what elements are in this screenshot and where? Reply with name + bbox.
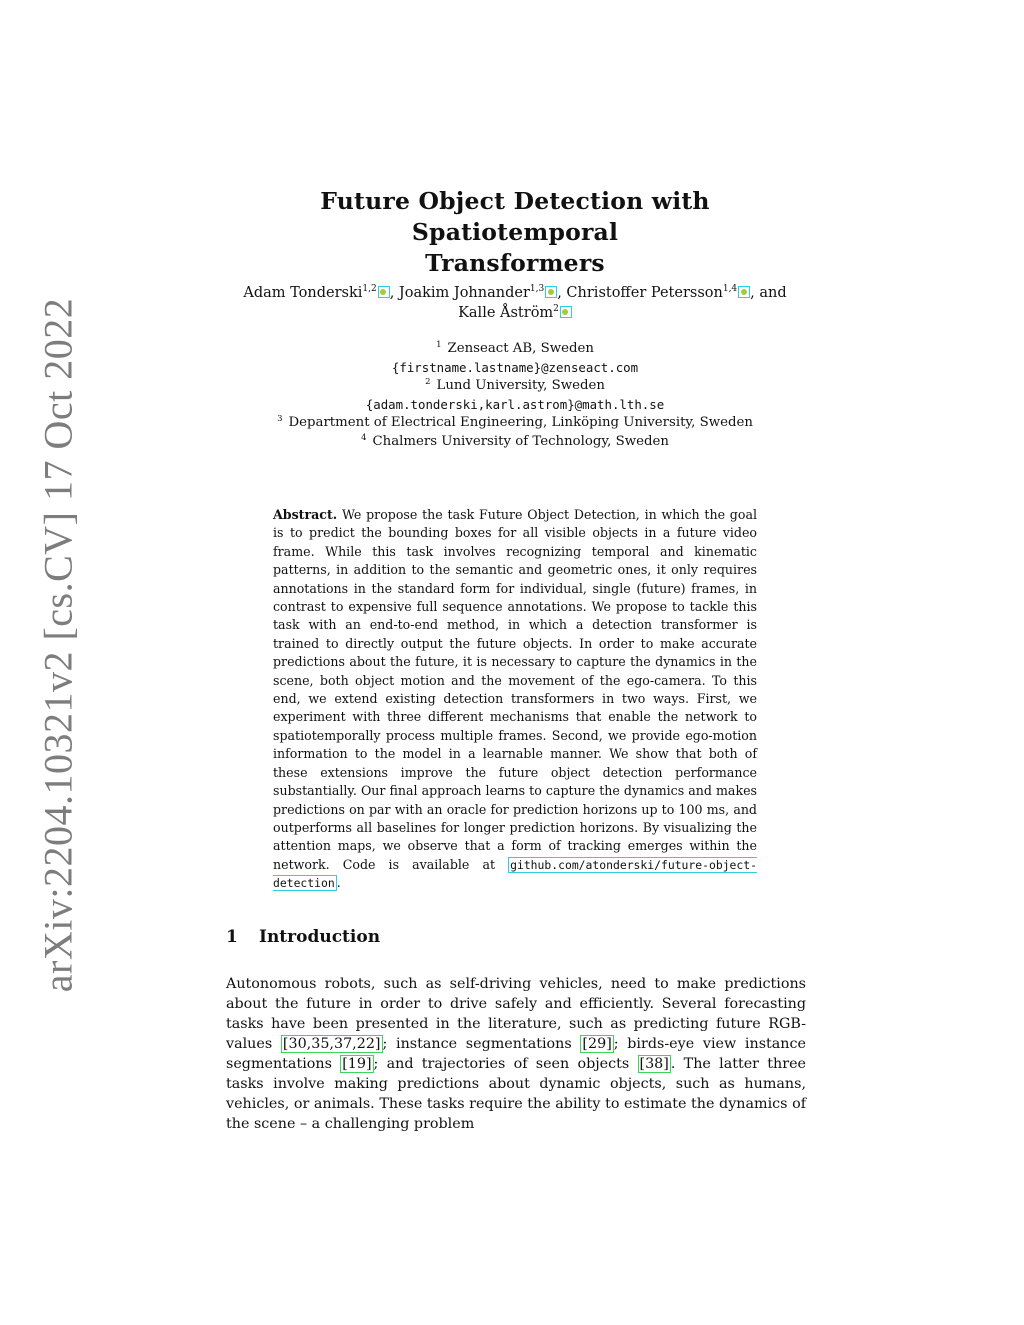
affiliation-name: Chalmers University of Technology, Sweden — [372, 433, 669, 449]
abstract-text: We propose the task Future Object Detection, in which the goal is to predict the bounding boxes for all visible objects in a future video frame. While this task involves recognizing temporal and kinematic patterns, in addition to the semantic and geometric ones, it only requires annotations in the standard form for individual, single (future) frames, in contrast to expensive full sequence annotations. We propose to tackle this task with an end-to-end method, in which a detection transformer is trained to directly output the future objects. In order to make accurate predictions about the future, it is necessary to capture the dynamics in the scene, both object motion and the movement of the ego-camera. To this end, we extend existing detection transformers in two ways. First, we experiment with three different mechanisms that enable the network to spatiotemporally process multiple frames. Second, we provide ego-motion information to the model in a learnable manner. We show that both of these extensions improve the future object detection performance substantially. Our final approach learns to capture the dynamics and makes predictions on par with an oracle for prediction horizons up to 100 ms, and outperforms all baselines for longer prediction horizons. By visualizing the attention maps, we observe that a form of tracking emerges within the network. Code is available at — [273, 507, 757, 872]
author-line-1 — [220, 283, 810, 303]
author-list — [220, 283, 810, 323]
intro-text: ; instance segmentations — [382, 1036, 581, 1052]
title-line-1: Future Object Detection with Spatiotemporal — [320, 187, 710, 246]
arxiv-identifier-stamp: arXiv:2204.10321v2 [cs.CV] 17 Oct 2022 — [35, 297, 81, 993]
affiliation-2 — [220, 377, 810, 396]
orcid-icon[interactable] — [738, 286, 750, 298]
affiliation-email-1: {firstname.lastname}@zenseact.com — [391, 359, 639, 375]
citation-link[interactable]: 22 — [356, 1036, 375, 1052]
orcid-icon[interactable] — [545, 286, 557, 298]
affiliation-name: Lund University, Sweden — [436, 378, 605, 393]
author-name: , Joakim Johnander — [389, 285, 530, 301]
intro-text: Autonomous robots, such as self-driving vehicles, need to make predictions about the future in order to drive safely and efficiently. Several forecasting tasks have been presented in the literature, such as predicting future RGB-values — [226, 976, 806, 1052]
intro-paragraph — [226, 974, 806, 1134]
affiliation-number: 1 — [436, 340, 442, 350]
citation-link[interactable]: 35 — [311, 1036, 330, 1052]
citation-link[interactable]: 30 — [288, 1036, 307, 1052]
paper-title — [220, 186, 810, 279]
affiliation-name: Zenseact AB, Sweden — [447, 341, 594, 356]
author-line-2 — [220, 303, 810, 323]
affiliation-email-2: {adam.tonderski,karl.astrom}@math.lth.se — [365, 396, 665, 412]
orcid-icon[interactable] — [560, 306, 572, 318]
author-affil-sup: 1,2 — [362, 284, 377, 294]
affiliation-number: 3 — [277, 414, 283, 424]
affiliation-1 — [220, 340, 810, 359]
author-name: , Christoffer Petersson — [557, 285, 723, 301]
title-line-2: Transformers — [425, 249, 605, 277]
author-affil-sup: 1,3 — [529, 284, 545, 294]
intro-text: ; and trajectories of seen objects — [373, 1056, 638, 1072]
affiliation-4 — [220, 433, 810, 452]
affiliation-3 — [220, 414, 810, 433]
citation-group: [30,35,37,22] — [282, 1036, 381, 1052]
citation-link[interactable]: 29 — [587, 1036, 607, 1052]
citation-group: [38] — [639, 1056, 669, 1072]
affiliation-number: 4 — [361, 432, 367, 443]
section-heading — [226, 927, 380, 947]
citation-link[interactable]: 38 — [645, 1056, 664, 1072]
author-affil-sup: 2 — [553, 304, 559, 314]
affiliation-number: 2 — [425, 377, 431, 387]
orcid-icon[interactable] — [378, 286, 390, 298]
code-link[interactable]: github.com/atonderski/future-object-detection — [273, 857, 757, 891]
citation-group: [29] — [582, 1036, 612, 1052]
citation-link[interactable]: 19 — [347, 1056, 366, 1072]
section-title: Introduction — [259, 927, 381, 947]
citation-group: [19] — [342, 1056, 372, 1072]
author-name: Adam Tonderski — [243, 285, 363, 301]
affiliation-name: Department of Electrical Engineering, Linköping University, Sweden — [288, 415, 753, 430]
author-conjunction: , and — [750, 285, 787, 301]
section-number: 1 — [226, 927, 238, 947]
intro-text: . The latter three tasks involve making predictions about dynamic objects, such as humans, vehicles, or animals. These tasks require the ability to estimate the dynamics of the scene – a challenging problem — [226, 1056, 806, 1132]
author-affil-sup: 1,4 — [722, 284, 738, 294]
abstract-end: . — [336, 875, 341, 891]
abstract-label: Abstract. — [273, 507, 338, 522]
affiliations — [220, 340, 810, 451]
citation-link[interactable]: 37 — [333, 1036, 353, 1052]
intro-text: ; birds-eye view instance segmentations — [226, 1036, 806, 1072]
abstract — [273, 506, 757, 893]
author-name: Kalle Åström — [458, 305, 554, 321]
